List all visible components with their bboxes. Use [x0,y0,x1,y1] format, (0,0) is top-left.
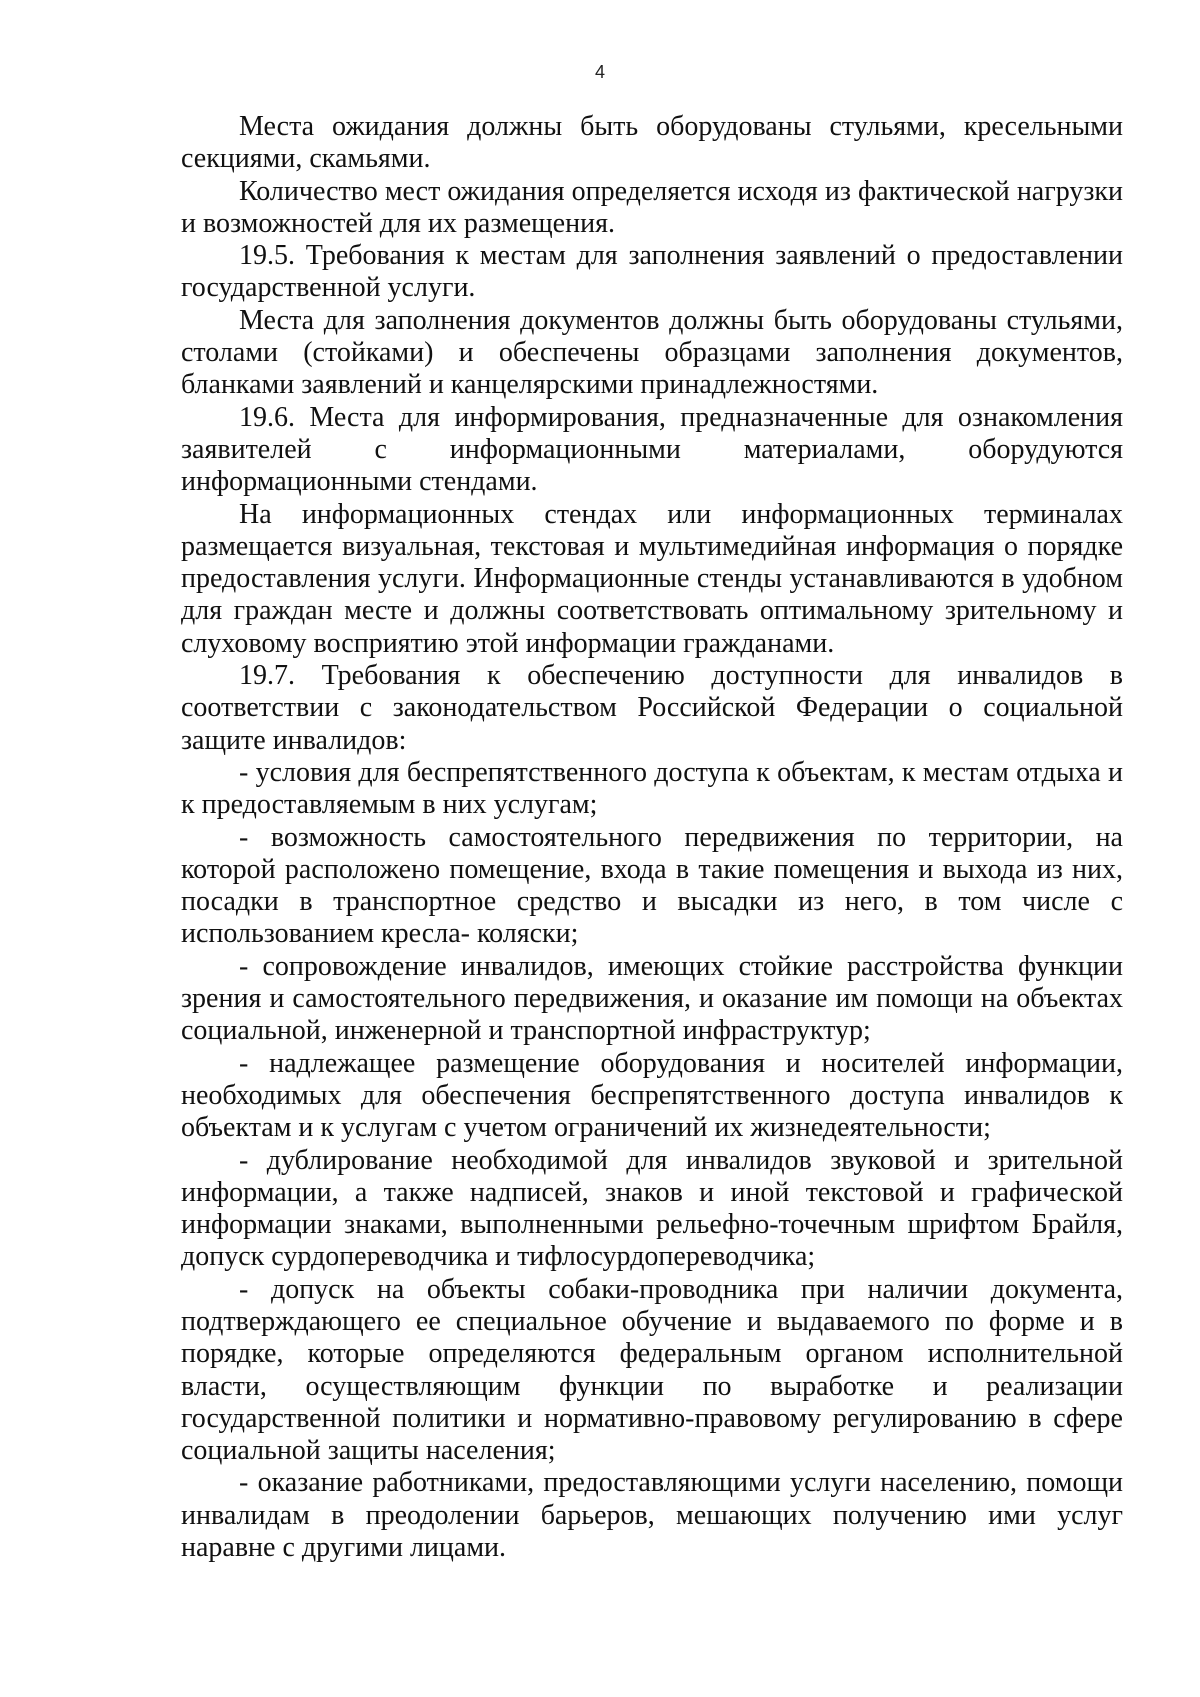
paragraph: Места для заполнения документов должны быть оборудованы стульями, столами (стойками) и обеспечены образцами заполнения документов, бланками заявлений и канцелярскими принадлежностями. [181,304,1123,401]
list-item: - оказание работниками, предоставляющими услуги населению, помощи инвалидам в преодолении барьеров, мешающих получению ими услуг наравне с другими лицами. [181,1467,1123,1564]
paragraph: Места ожидания должны быть оборудованы стульями, кресельными секциями, скамьями. [181,111,1123,175]
list-item: - возможность самостоятельного передвижения по территории, на которой расположено помещение, входа в такие помещения и выхода из них, посадки в транспортное средство и высадки из него, в том числе с использованием кресла- коляски; [181,821,1123,950]
list-item: - условия для беспрепятственного доступа к объектам, к местам отдыха и к предоставляемым в них услугам; [181,756,1123,821]
paragraph: На информационных стендах или информационных терминалах размещается визуальная, текстовая и мультимедийная информация о порядке предоставления услуги. Информационные стенды устанавливаются в удобном для граждан месте и должны соответствовать оптимальному зрительному и слуховому восприятию этой информации гражданами. [181,498,1123,659]
document-body [181,111,1123,1564]
paragraph: 19.5. Требования к местам для заполнения заявлений о предоставлении государственной услуги. [181,240,1123,304]
paragraph: 19.7. Требования к обеспечению доступности для инвалидов в соответствии с законодательством Российской Федерации о социальной защите инвалидов: [181,660,1123,756]
page-number: 4 [594,62,605,82]
list-item: - допуск на объекты собаки-проводника при наличии документа, подтверждающего ее специальное обучение и выдаваемого по форме и в порядке, которые определяются федеральным органом исполнительной власти, осуществляющим функции по выработке и реализации государственной политики и нормативно-правовому регулированию в сфере социальной защиты населения; [181,1273,1123,1467]
paragraph: 19.6. Места для информирования, предназначенные для ознакомления заявителей с информационными материалами, оборудуются информационными стендами. [181,401,1123,498]
paragraph: Количество мест ожидания определяется исходя из фактической нагрузки и возможностей для их размещения. [181,175,1123,239]
list-item: - сопровождение инвалидов, имеющих стойкие расстройства функции зрения и самостоятельного передвижения, и оказание им помощи на объектах социальной, инженерной и транспортной инфраструктур; [181,950,1123,1047]
list-item: - дублирование необходимой для инвалидов звуковой и зрительной информации, а также надписей, знаков и иной текстовой и графической информации знаками, выполненными рельефно-точечным шрифтом Брайля, допуск сурдопереводчика и тифлосурдопереводчика; [181,1144,1123,1273]
list-item: - надлежащее размещение оборудования и носителей информации, необходимых для обеспечения беспрепятственного доступа инвалидов к объектам и к услугам с учетом ограничений их жизнедеятельности; [181,1047,1123,1144]
